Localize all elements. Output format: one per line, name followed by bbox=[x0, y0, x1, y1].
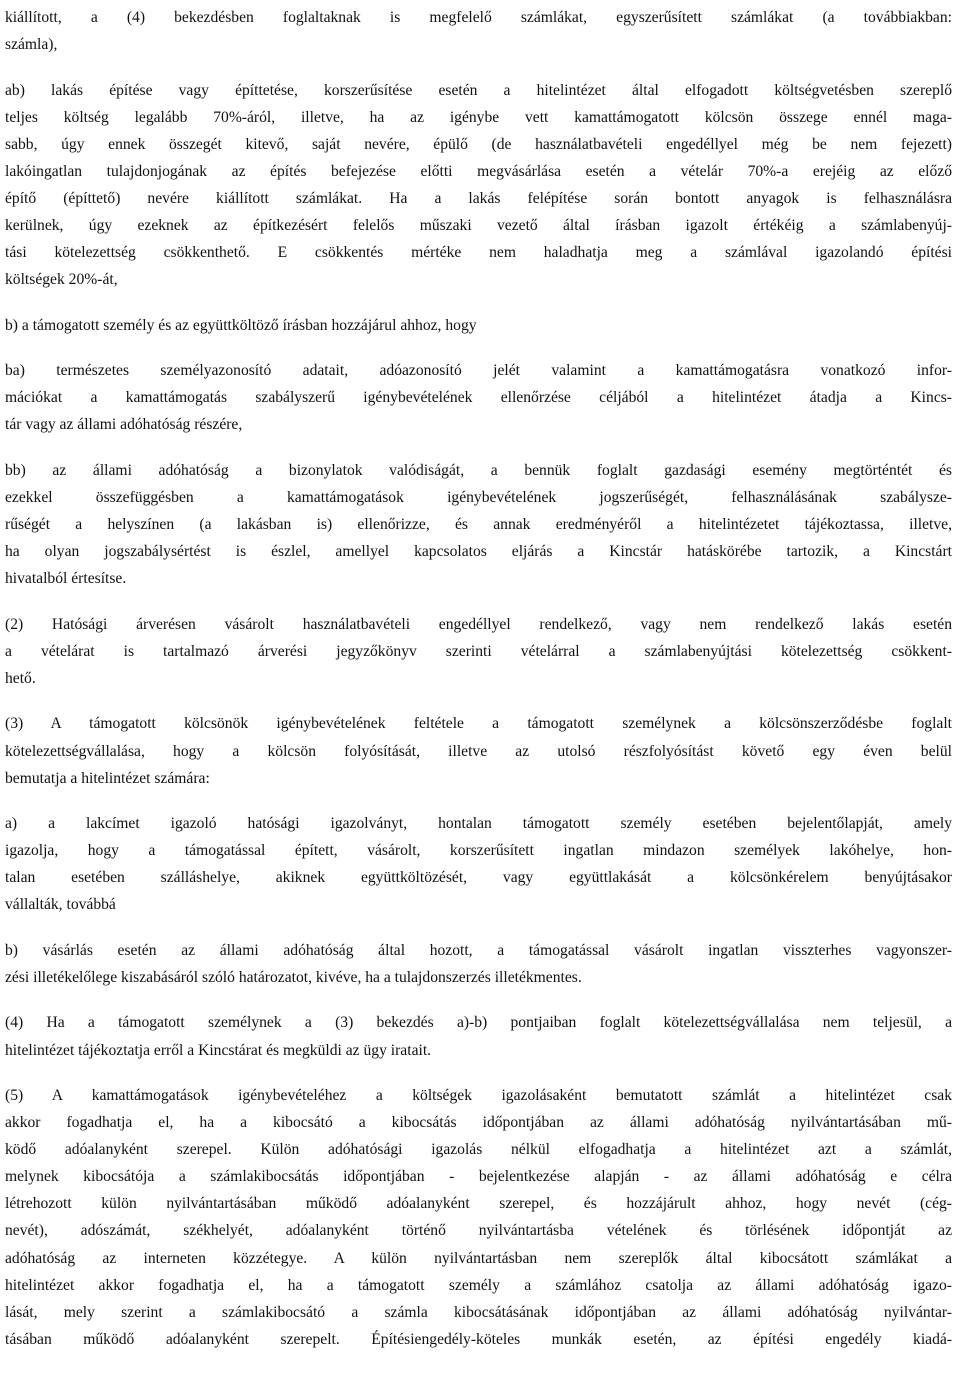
text-line: b) vásárlás esetén az állami adóhatóság által hozott, a támogatással vásárolt ingatlan visszterhes vagyonszer- bbox=[5, 941, 952, 959]
text-line: számla), bbox=[5, 36, 58, 54]
text-line: adóhatóság az interneten közzétegye. A külön nyilvántartásban nem szereplők által kibocsátott számlákat a bbox=[5, 1249, 952, 1267]
text-line: teljes költség legalább 70%-áról, illetve, ha az igénybe vett kamattámogatott kölcsön összege ennél maga- bbox=[5, 108, 952, 126]
text-line: a vételárat is tartalmazó árverési jegyzőkönyv szerinti vételárral a számlabenyújtási kötelezettség csökkent- bbox=[5, 642, 952, 660]
paragraph bbox=[5, 1009, 952, 1063]
paragraph bbox=[5, 457, 952, 592]
text-line: ha olyan jogszabálysértést is észlel, amellyel kapcsolatos eljárás a Kincstár hatáskörébe tartozik, a Kincstárt bbox=[5, 543, 952, 561]
text-line: költségek 20%-át, bbox=[5, 271, 118, 289]
text-line: (3) A támogatott kölcsönök igénybevételének feltétele a támogatott személynek a kölcsönszerződésbe foglalt bbox=[5, 715, 952, 733]
text-line: (4) Ha a támogatott személynek a (3) bekezdés a)-b) pontjaiban foglalt kötelezettségvállalása nem teljesül, a bbox=[5, 1014, 952, 1032]
text-line: építő (építtető) nevére kiállított számlákat. Ha a lakás felépítése során bontott anyagok is felhasználásra bbox=[5, 189, 952, 207]
paragraph bbox=[5, 710, 952, 791]
text-line: mációkat a kamattámogatás szabályszerű igénybevételének ellenőrzése céljából a hitelintézet átadja a Kincs- bbox=[5, 389, 952, 407]
text-line: tásában működő adóalanyként szerepelt. Építésiengedély-köteles munkák esetén, az építési engedély kiadá- bbox=[5, 1330, 952, 1348]
text-line: nevét), adószámát, székhelyét, adóalanyként történő nyilvántartásba vételének és törlésének időpontját az bbox=[5, 1222, 952, 1240]
text-line: lását, mely szerint a számlakibocsátó a számla kibocsátásának időpontjában az állami adóhatóság nyilvántar- bbox=[5, 1303, 952, 1321]
text-line: a) a lakcímet igazoló hatósági igazolványt, hontalan támogatott személy esetében bejelentőlapját, amely bbox=[5, 815, 952, 833]
text-line: ezekkel összefüggésben a kamattámogatások igénybevételének jogszerűségét, felhasználásának szabálysze- bbox=[5, 488, 952, 506]
paragraph bbox=[5, 937, 952, 991]
text-line: kerülnek, úgy ezeknek az építkezésért felelős műszaki vezető által írásban igazolt értékéig a számlabenyúj- bbox=[5, 217, 952, 235]
text-line: (2) Hatósági árverésen vásárolt használatbavételi engedéllyel rendelkező, vagy nem rendelkező lakás esetén bbox=[5, 615, 952, 633]
text-line: hető. bbox=[5, 669, 36, 687]
text-line: tási kötelezettség csökkenthető. E csökkentés mértéke nem haladhatja meg a számlával igazolandó építési bbox=[5, 244, 952, 262]
text-line: ködő adóalanyként szerepel. Külön adóhatósági igazolás nélkül elfogadhatja a hitelintézet azt a számlát, bbox=[5, 1141, 952, 1159]
text-line: melynek kibocsátója a számlakibocsátás időpontjában - bejelentkezése alapján - az állami adóhatóság e célra bbox=[5, 1168, 952, 1186]
paragraph bbox=[5, 611, 952, 692]
text-line: hivatalból értesítse. bbox=[5, 570, 127, 588]
text-line: vállalták, továbbá bbox=[5, 896, 116, 914]
paragraph bbox=[5, 312, 952, 339]
text-line: létrehozott külön nyilvántartásában működő adóalanyként szerepel, és hozzájárult ahhoz, hogy nevét (cég- bbox=[5, 1195, 952, 1213]
paragraph bbox=[5, 810, 952, 918]
text-line: hitelintézet tájékoztatja erről a Kincstárat és megküldi az ügy iratait. bbox=[5, 1041, 432, 1059]
text-line: kiállított, a (4) bekezdésben foglaltaknak is megfelelő számlákat, egyszerűsített számlákat (a továbbiakban: bbox=[5, 9, 952, 26]
text-line: b) a támogatott személy és az együttköltöző írásban hozzájárul ahhoz, hogy bbox=[5, 316, 477, 334]
text-line: talan esetében szálláshelye, akiknek együttköltözését, vagy együttlakását a kölcsönkérelem benyújtásakor bbox=[5, 869, 952, 887]
text-line: igazolja, hogy a támogatással épített, vásárolt, korszerűsített ingatlan mindazon személyek lakóhelye, hon- bbox=[5, 842, 952, 860]
paragraph bbox=[5, 4, 952, 58]
text-line: sabb, úgy ennek összegét kitevő, saját nevére, épülő (de használatbavételi engedéllyel még be nem fejezett) bbox=[5, 135, 952, 153]
text-line: bb) az állami adóhatóság a bizonylatok valódiságát, a bennük foglalt gazdasági esemény megtörténtét és bbox=[5, 461, 952, 479]
text-line: tár vagy az állami adóhatóság részére, bbox=[5, 416, 243, 434]
text-line: lakóingatlan tulajdonjogának az építés befejezése előtti megvásárlása esetén a vételár 70%-a erejéig az előző bbox=[5, 162, 952, 180]
text-line: akkor fogadhatja el, ha a kibocsátó a kibocsátás időpontjában az állami adóhatóság nyilvántartásában mű- bbox=[5, 1114, 952, 1132]
text-line: rűségét a helyszínen (a lakásban is) ellenőrizze, és annak eredményéről a hitelintézetet tájékoztassa, illetve, bbox=[5, 516, 952, 534]
document-body bbox=[5, 4, 952, 1353]
text-line: hitelintézet akkor fogadhatja el, ha a támogatott személy a számlához csatolja az állami adóhatóság igazo- bbox=[5, 1276, 952, 1294]
text-line: kötelezettségvállalása, hogy a kölcsön folyósítását, illetve az utolsó részfolyósítást követő egy éven belül bbox=[5, 742, 952, 760]
paragraph bbox=[5, 357, 952, 438]
text-line: bemutatja a hitelintézet számára: bbox=[5, 769, 210, 787]
text-line: ab) lakás építése vagy építtetése, korszerűsítése esetén a hitelintézet által elfogadott költségvetésben szereplő bbox=[5, 81, 952, 99]
paragraph bbox=[5, 1082, 952, 1353]
text-line: (5) A kamattámogatások igénybevételéhez a költségek igazolásaként bemutatott számlát a hitelintézet csak bbox=[5, 1087, 952, 1104]
text-line: ba) természetes személyazonosító adatait, adóazonosító jelét valamint a kamattámogatásra vonatkozó infor- bbox=[5, 362, 952, 380]
text-line: zési illetékelőlege kiszabásáról szóló határozatot, kivéve, ha a tulajdonszerzés illetékmentes. bbox=[5, 968, 582, 986]
paragraph bbox=[5, 77, 952, 294]
